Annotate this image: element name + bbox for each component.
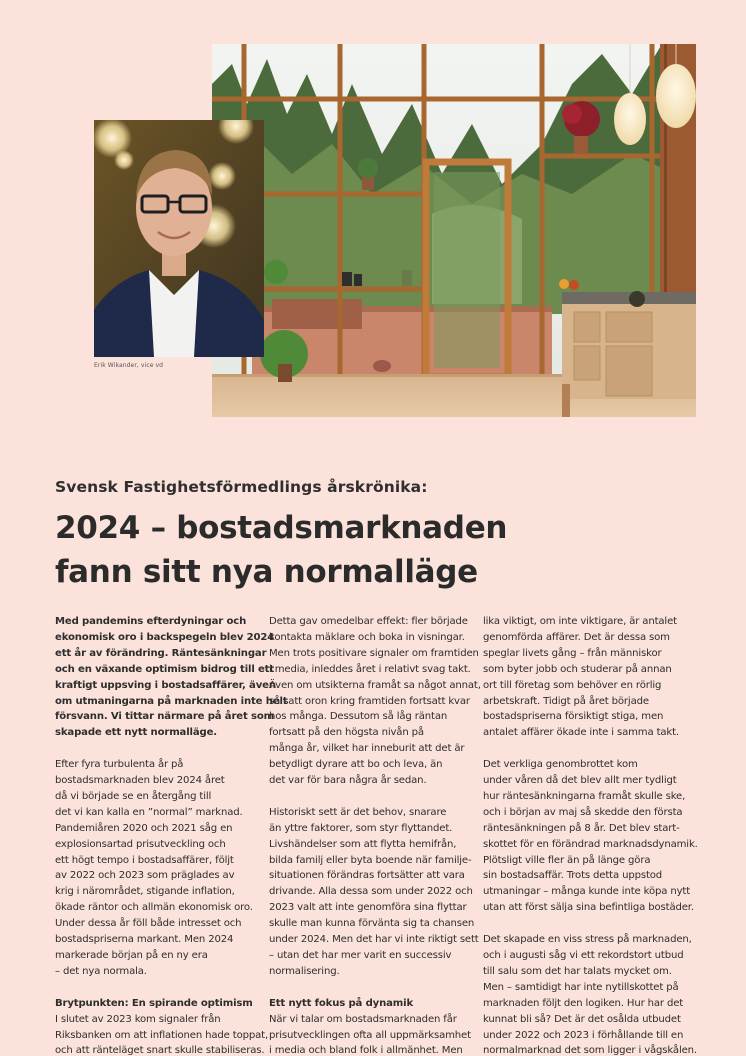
text-line: – det nya normala. bbox=[55, 965, 147, 977]
text-line: i media, inleddes året i relativt svag takt. bbox=[269, 663, 471, 675]
text-line: i media och bland folk i allmänhet. Men bbox=[269, 1045, 463, 1056]
text-line: kraftigt uppsving i bostadsaffärer, även bbox=[55, 679, 276, 691]
text-line: under 2022 och 2023 i förhållande till en bbox=[483, 1029, 684, 1041]
text-line: och en växande optimism bidrog till ett bbox=[55, 663, 275, 675]
text-line: krig i närområdet, stigande inflation, bbox=[55, 886, 235, 898]
text-line: utmaningar – många kunde inte köpa nytt bbox=[483, 886, 691, 898]
text-line: normalmarknad det som ligger i vågskålen. bbox=[483, 1045, 697, 1056]
text-line: ett högt tempo i bostadsaffärer, följt bbox=[55, 854, 234, 866]
body-paragraph bbox=[269, 805, 479, 980]
text-line: genomförda affärer. Det är dessa som bbox=[483, 631, 670, 643]
headline-line-1: 2024 – bostadsmarknaden bbox=[55, 510, 508, 546]
text-line: Även om utsikterna framåt sa något annat, bbox=[269, 679, 481, 691]
text-column-3 bbox=[483, 614, 698, 1056]
text-line: markerade början på en ny era bbox=[55, 950, 208, 962]
text-line: Det verkliga genombrottet kom bbox=[483, 759, 638, 771]
text-line: Detta gav omedelbar effekt: fler började bbox=[269, 616, 468, 627]
text-line: det vi kan kalla en ”normal” marknad. bbox=[55, 806, 243, 818]
text-line: bostadspriserna försiktigt stiga, men bbox=[483, 711, 664, 723]
text-line: betydligt dyrare att bo och leva, än bbox=[269, 759, 443, 771]
text-line: I slutet av 2023 kom signaler från bbox=[55, 1013, 221, 1025]
subheading-brytpunkten: Brytpunkten: En spirande optimism bbox=[55, 997, 253, 1009]
portrait-photo-erik-wikander bbox=[94, 120, 264, 357]
text-line: 2023 valt att inte genomföra sina flyttar bbox=[269, 902, 467, 914]
text-line: försvann. Vi tittar närmare på året som bbox=[55, 711, 275, 723]
text-line: Historiskt sett är det behov, snarare bbox=[269, 806, 447, 818]
text-line: arbetskraft. Tidigt på året började bbox=[483, 695, 649, 707]
text-line: under 2024. Men det har vi inte riktigt sett bbox=[269, 934, 479, 946]
text-line: ett år av förändring. Räntesänkningar bbox=[55, 647, 267, 659]
text-line: prisutvecklingen ofta all uppmärksamhet bbox=[269, 1029, 471, 1041]
text-line: ekonomisk oro i backspegeln blev 2024 bbox=[55, 631, 275, 643]
body-paragraph bbox=[483, 614, 688, 741]
article-kicker: Svensk Fastighetsförmedlings årskrönika: bbox=[55, 478, 428, 496]
body-paragraph bbox=[55, 757, 260, 980]
photo-caption: Erik Wikander, vice vd bbox=[94, 362, 164, 369]
text-line: av 2022 och 2023 som präglades av bbox=[55, 870, 235, 882]
text-line: ökade räntor och allmän ekonomisk oro. bbox=[55, 902, 253, 914]
text-line: som byter jobb och studerar på annan bbox=[483, 663, 672, 675]
text-line: bostadspriserna markant. Men 2024 bbox=[55, 934, 234, 946]
text-line: Det skapade en viss stress på marknaden, bbox=[483, 934, 692, 946]
text-line: antalet affärer ökade inte i samma takt. bbox=[483, 727, 679, 739]
text-column-1 bbox=[55, 614, 288, 1056]
text-line: Livshändelser som att flytta hemifrån, bbox=[269, 838, 457, 850]
text-line: Efter fyra turbulenta år på bbox=[55, 759, 184, 771]
text-line: det var för bara några år sedan. bbox=[269, 775, 427, 787]
text-line: om utmaningarna på marknaden inte helt bbox=[55, 695, 288, 707]
text-line: marknaden följt den logiken. Hur har det bbox=[483, 997, 684, 1009]
text-line: många år, vilket har inneburit att det är bbox=[269, 743, 465, 755]
text-line: ort till företag som behöver en rörlig bbox=[483, 679, 662, 691]
article-headline bbox=[55, 506, 715, 594]
text-line: under våren då det blev allt mer tydligt bbox=[483, 775, 677, 787]
text-column-2 bbox=[269, 614, 481, 1056]
body-paragraph bbox=[55, 1012, 269, 1056]
text-line: bostadsmarknaden blev 2024 året bbox=[55, 775, 225, 787]
text-line: kunnat bli så? Det är det osålda utbudet bbox=[483, 1013, 681, 1025]
text-line: bilda familj eller byta boende när familje- bbox=[269, 854, 472, 866]
body-paragraph bbox=[483, 757, 698, 916]
text-line: och i början av maj så skedde den första bbox=[483, 806, 683, 818]
text-line: till salu som det har talats mycket om. bbox=[483, 965, 672, 977]
text-line: och att ränteläget snart skulle stabiliseras. bbox=[55, 1045, 265, 1056]
headline-line-2: fann sitt nya normalläge bbox=[55, 554, 478, 590]
text-line: speglar livets gång – från människor bbox=[483, 647, 662, 659]
subheading-nytt-fokus: Ett nytt fokus på dynamik bbox=[269, 997, 414, 1009]
text-line: och i augusti såg vi ett rekordstort utbud bbox=[483, 950, 684, 961]
text-line: normalisering. bbox=[269, 965, 340, 977]
text-line: hur räntesänkningarna framåt skulle ske, bbox=[483, 790, 686, 802]
text-line: sin bostadsaffär. Trots detta uppstod bbox=[483, 870, 663, 882]
text-line: explosionsartad prisutveckling och bbox=[55, 838, 226, 850]
text-line: räntesänkningen på 8 år. Det blev start- bbox=[483, 822, 680, 834]
text-line: utan att först sälja sina befintliga bostäder. bbox=[483, 902, 694, 914]
text-line: Med pandemins efterdyningar och bbox=[55, 616, 247, 627]
text-line: hos många. Dessutom så låg räntan bbox=[269, 711, 448, 723]
text-line: Men – samtidigt har inte nytillskottet på bbox=[483, 981, 679, 993]
text-line: När vi talar om bostadsmarknaden får bbox=[269, 1013, 457, 1025]
body-paragraph bbox=[269, 1012, 474, 1056]
text-line: så satt oron kring framtiden fortsatt kvar bbox=[269, 695, 470, 707]
text-line: än yttre faktorer, som styr flyttandet. bbox=[269, 822, 453, 834]
text-line: fortsatt på den högsta nivån på bbox=[269, 727, 424, 739]
text-line: skapade ett nytt normalläge. bbox=[55, 727, 217, 739]
text-line: Plötsligt ville fler än på länge göra bbox=[483, 854, 651, 866]
text-line: – utan det har mer varit en successiv bbox=[269, 950, 452, 962]
text-line: då vi började se en återgång till bbox=[55, 790, 212, 802]
hero-photo-kitchen bbox=[212, 44, 696, 417]
body-paragraph bbox=[483, 932, 697, 1056]
text-line: skulle man kunna förvänta sig ta chansen bbox=[269, 918, 475, 930]
text-line: Riksbanken om att inflationen hade toppat, bbox=[55, 1029, 269, 1041]
text-line: situationen förändras fortsätter att vara bbox=[269, 870, 465, 882]
text-line: lika viktigt, om inte viktigare, är antalet bbox=[483, 616, 677, 627]
text-line: Men trots positivare signaler om framtiden bbox=[269, 647, 479, 659]
text-line: Under dessa år föll både intresset och bbox=[55, 918, 242, 930]
intro-paragraph bbox=[55, 614, 288, 741]
text-line: drivande. Alla dessa som under 2022 och bbox=[269, 886, 473, 898]
text-line: Pandemiåren 2020 och 2021 såg en bbox=[55, 822, 233, 834]
body-paragraph bbox=[269, 614, 481, 789]
text-line: kontakta mäklare och boka in visningar. bbox=[269, 631, 465, 643]
text-line: skottet för en förändrad marknadsdynamik. bbox=[483, 838, 698, 850]
